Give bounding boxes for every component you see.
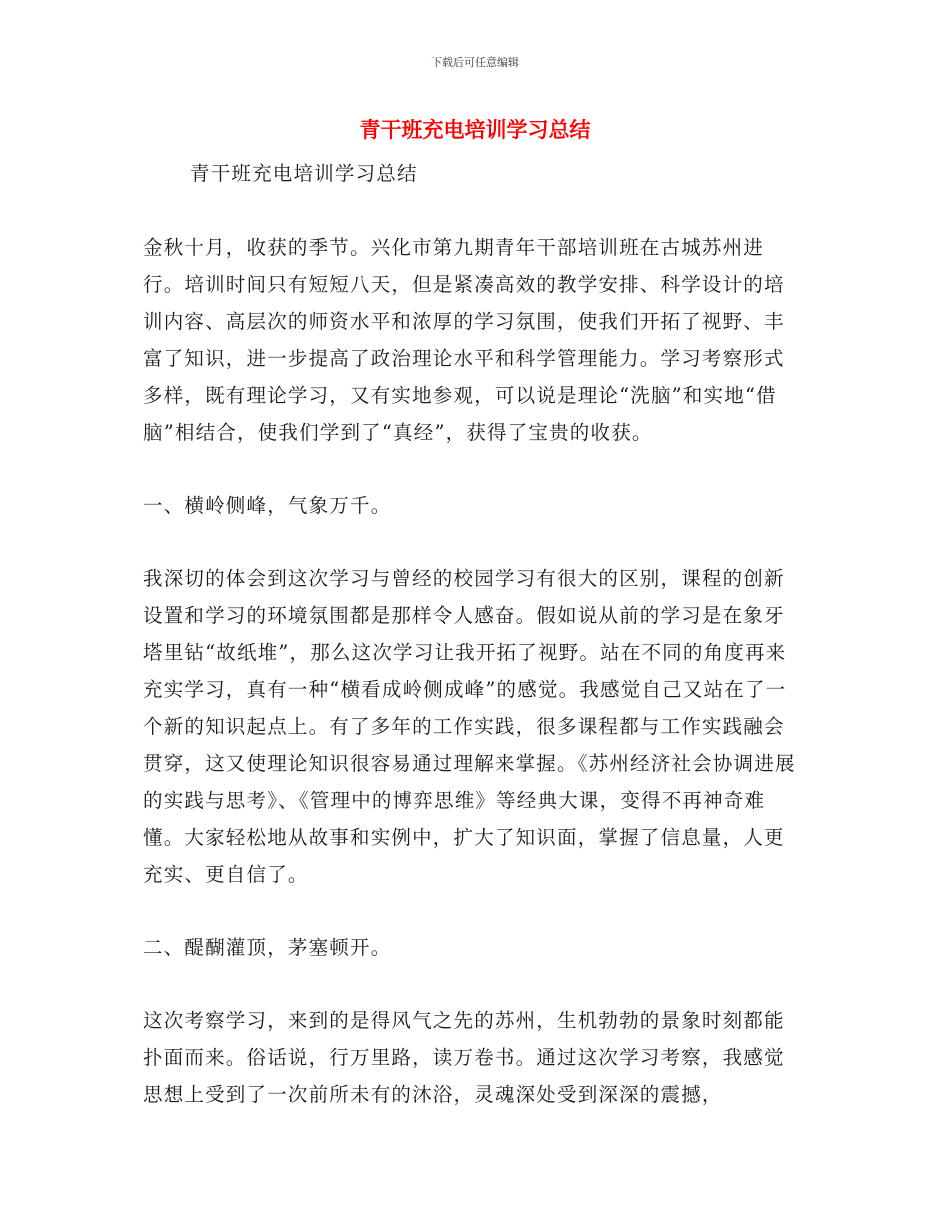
document-subtitle: 青干班充电培训学习总结: [190, 162, 418, 185]
document-title: 青干班充电培训学习总结: [359, 117, 591, 142]
paragraph-section-2: 这次考察学习，来到的是得风气之先的苏州，生机勃勃的景象时刻都能扑面而来。俗话说，行万里路，读万卷书。通过这次学习考察，我感觉思想上受到了一次前所未有的沐浴，灵魂深处受到深深的震撼，: [143, 1009, 785, 1106]
page-header-note: 下载后可任意编辑: [431, 56, 519, 69]
section-heading-2: 二、醍醐灌顶，茅塞顿开。: [143, 936, 392, 959]
paragraph-section-1: 我深切的体会到这次学习与曾经的校园学习有很大的区别，课程的创新设置和学习的环境氛围都是那样令人感奋。假如说从前的学习是在象牙塔里钻“故纸堆”，那么这次学习让我开拓了视野。站在不同的角度再来充实学习，真有一种“横看成岭侧成峰”的感觉。我感觉自己又站在了一个新的知识起点上。有了多年的工作实践，很多课程都与工作实践融会贯穿，这又使理论知识很容易通过理解来掌握。《苏州经济社会协调进展的实践与思考》、《管理中的博弈思维》等经典大课，变得不再神奇难懂。大家轻松地从故事和实例中，扩大了知识面，掌握了信息量，人更充实、更自信了。: [143, 567, 796, 886]
document-body: [143, 155, 803, 1149]
section-heading-1: 一、横岭侧峰，气象万千。: [143, 494, 392, 517]
paragraph-intro: 金秋十月，收获的季节。兴化市第九期青年干部培训班在古城苏州进行。培训时间只有短短八天，但是紧凑高效的教学安排、科学设计的培训内容、高层次的师资水平和浓厚的学习氛围，使我们开拓了视野、丰富了知识，进一步提高了政治理论水平和科学管理能力。学习考察形式多样，既有理论学习，又有实地参观，可以说是理论“洗脑”和实地“借脑”相结合，使我们学到了“真经”，获得了宝贵的收获。: [143, 236, 785, 444]
